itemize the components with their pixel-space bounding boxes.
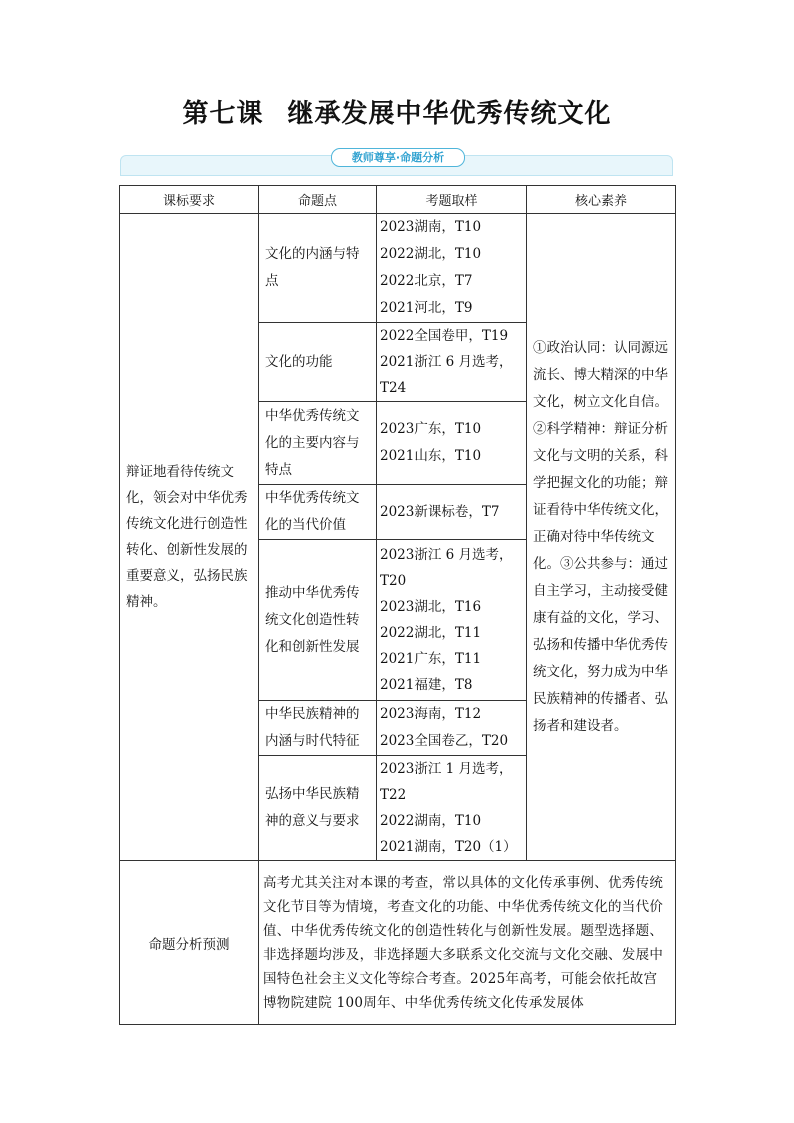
sample-item: 2021福建，T8 (380, 677, 473, 693)
point-cell: 中华优秀传统文化的主要内容与特点 (259, 402, 377, 485)
sample-item: 2022北京，T7 (380, 273, 473, 289)
sample-item: 2021浙江 6 月选考， (380, 354, 513, 370)
literacy-cell: ①政治认同：认同源远流长、博大精深的中华文化，树立文化自信。②科学精神：辩证分析文化与文明的关系，科学把握文化的功能；辩证看待中华传统文化，正确对待中华传统文化。③公共参与：通过自主学习，主动接受健康有益的文化，学习、弘扬和传播中华优秀传统文化，努力成为中华民族精神的传播者、弘扬者和建设者。 (527, 214, 676, 861)
samples-cell (377, 214, 527, 323)
sample-item: 2023湖南，T10 (380, 219, 482, 235)
sample-item: 2023全国卷乙，T20 (380, 733, 509, 749)
samples-cell (377, 323, 527, 402)
table-row (120, 861, 676, 1025)
sample-item: 2022湖北，T11 (380, 625, 482, 641)
sample-item: 2023浙江 6 月选考， (380, 547, 513, 563)
sample-item: 2022湖南，T10 (380, 813, 482, 829)
analysis-text: 高考尤其关注对本课的考查，常以具体的文化传承事例、优秀传统文化节目等为情境，考查文化的功能、中华优秀传统文化的当代价值、中华优秀传统文化的创造性转化与创新性发展。题型选择题、非选择题均涉及，非选择题大多联系文化交流与文化交融、发展中国特色社会主义文化等综合考查。2025年高考，可能会依托故宫博物院建院 100周年、中华优秀传统文化传承发展体 (259, 861, 676, 1025)
point-cell: 文化的内涵与特点 (259, 214, 377, 323)
banner-label: 教师尊享·命题分析 (331, 148, 465, 167)
analysis-table (119, 185, 676, 1025)
sample-item: 2021湖南，T20（1） (380, 839, 517, 855)
page-title (0, 96, 794, 132)
header-samples: 考题取样 (377, 186, 527, 214)
analysis-label: 命题分析预测 (120, 861, 259, 1025)
sample-item: 2021山东，T10 (380, 448, 482, 464)
sample-item: 2021广东，T11 (380, 651, 482, 667)
header-point: 命题点 (259, 186, 377, 214)
sample-item: 2021河北，T9 (380, 300, 473, 316)
lesson-number: 第七课 (182, 99, 264, 129)
header-literacy: 核心素养 (527, 186, 676, 214)
table-header-row (120, 186, 676, 214)
sample-item: 2022全国卷甲，T19 (380, 328, 509, 344)
sample-item: 2023新课标卷，T7 (380, 503, 500, 520)
sample-item: 2023湖北，T16 (380, 599, 482, 615)
point-cell: 推动中华优秀传统文化创造性转化和创新性发展 (259, 540, 377, 701)
table-row (120, 214, 676, 323)
sample-item: T22 (380, 787, 407, 803)
header-requirement: 课标要求 (120, 186, 259, 214)
sample-item: 2022湖北，T10 (380, 246, 482, 262)
samples-cell (377, 756, 527, 861)
point-cell: 弘扬中华民族精神的意义与要求 (259, 756, 377, 861)
point-cell: 中华民族精神的内涵与时代特征 (259, 701, 377, 756)
samples-cell (377, 485, 527, 540)
lesson-name: 继承发展中华优秀传统文化 (287, 99, 612, 129)
sample-item: 2023海南，T12 (380, 706, 482, 722)
sample-item: T20 (380, 573, 407, 589)
samples-cell (377, 402, 527, 485)
point-cell: 中华优秀传统文化的当代价值 (259, 485, 377, 540)
point-cell: 文化的功能 (259, 323, 377, 402)
sample-item: 2023广东，T10 (380, 421, 482, 437)
samples-cell (377, 701, 527, 756)
sample-item: T24 (380, 380, 407, 396)
requirement-cell: 辩证地看待传统文化，领会对中华优秀传统文化进行创造性转化、创新性发展的重要意义，弘扬民族精神。 (120, 214, 259, 861)
sample-item: 2023浙江 1 月选考， (380, 761, 513, 777)
samples-cell (377, 540, 527, 701)
